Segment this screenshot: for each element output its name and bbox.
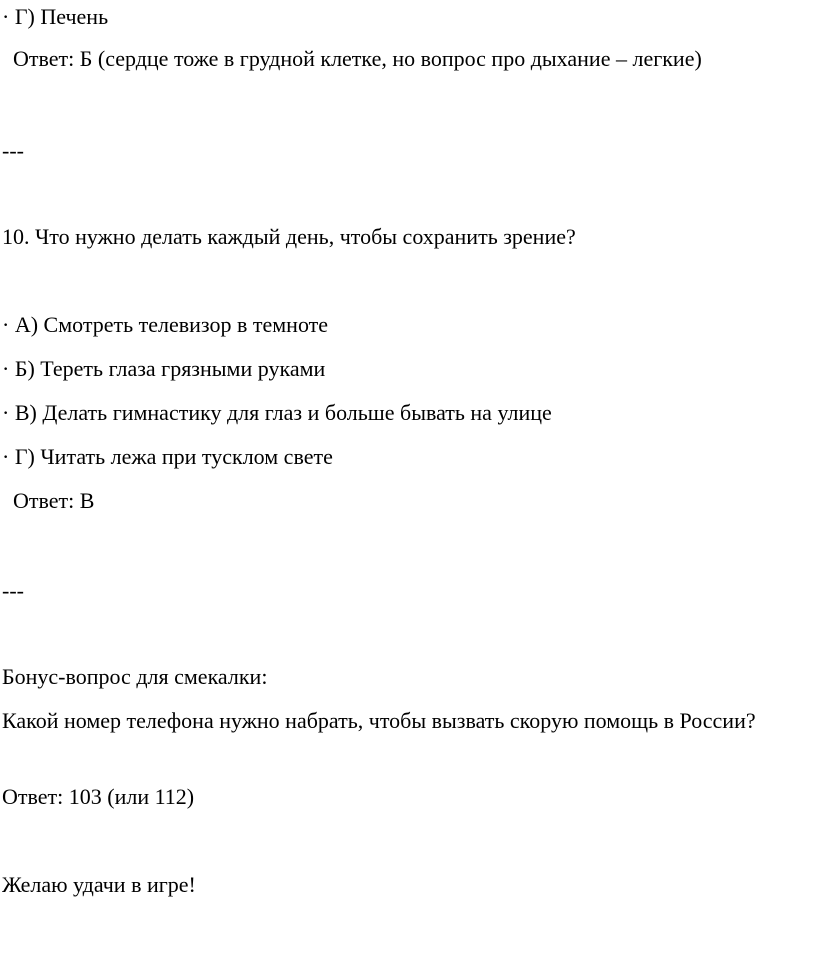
question-10-option-g: · Г) Читать лежа при тусклом свете [2,444,333,469]
question-10-option-a: · А) Смотреть телевизор в темноте [2,312,329,337]
bonus-question: Какой номер телефона нужно набрать, чтобы вызвать скорую помощь в России? [2,708,756,733]
question-10-text: 10. Что нужно делать каждый день, чтобы сохранить зрение? [2,224,576,249]
separator: --- [2,578,24,603]
question-10-option-b: · Б) Тереть глаза грязными руками [2,356,326,381]
question-10-option-v: · В) Делать гимнастику для глаз и больше бывать на улице [2,400,552,425]
closing-wish: Желаю удачи в игре! [2,872,196,897]
question-10-answer: Ответ: В [2,488,95,513]
bonus-title: Бонус-вопрос для смекалки: [2,664,268,689]
separator: --- [2,138,24,163]
previous-answer: Ответ: Б (сердце тоже в грудной клетке, но вопрос про дыхание – легкие) [2,46,702,71]
bonus-answer: Ответ: 103 (или 112) [2,784,195,809]
previous-option-g: · Г) Печень [2,4,109,29]
